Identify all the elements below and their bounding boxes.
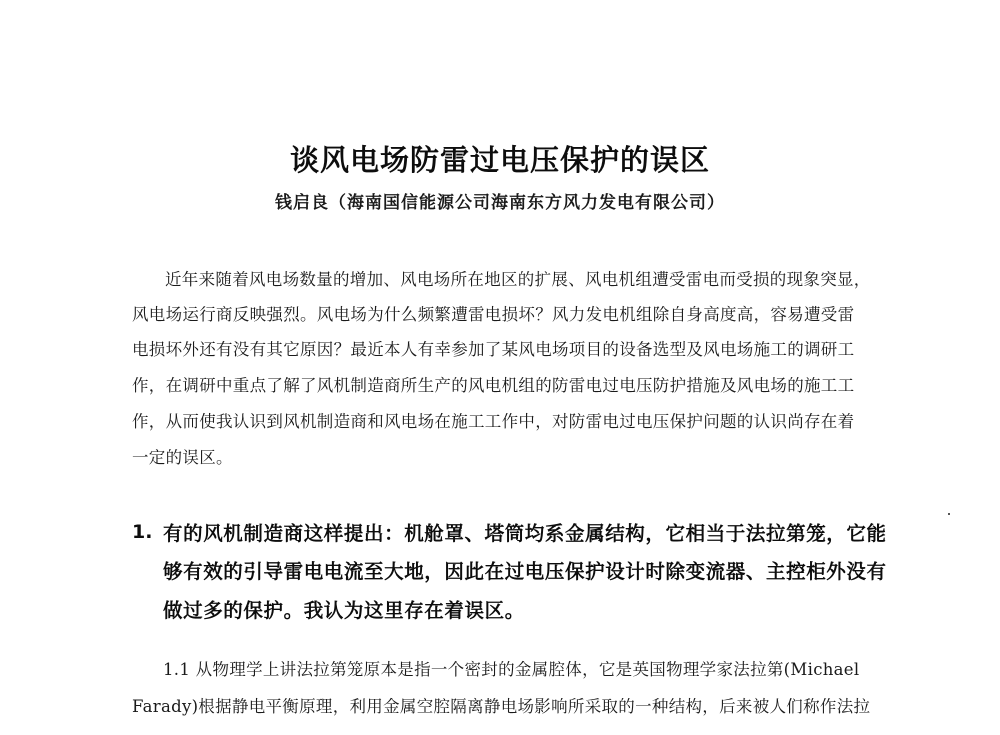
intro-line: 电损坏外还有没有其它原因？最近本人有幸参加了某风电场项目的设备选型及风电场施工的调研工	[132, 340, 855, 359]
intro-line: 作，在调研中重点了解了风机制造商所生产的风电机组的防雷电过电压防护措施及风电场的施工工	[132, 376, 855, 395]
section-heading-line: 够有效的引导雷电电流至大地，因此在过电压保护设计时除变流器、主控柜外没有	[163, 560, 887, 583]
author-line: 钱启良（海南国信能源公司海南东方风力发电有限公司）	[275, 193, 725, 213]
intro-line: 风电场运行商反映强烈。风电场为什么频繁遭雷电损坏？风力发电机组除自身高度高，容易遭受雷	[132, 305, 855, 324]
section-heading-line: 做过多的保护。我认为这里存在着误区。	[163, 599, 525, 622]
subsection-line: 1.1 从物理学上讲法拉第笼原本是指一个密封的金属腔体，它是英国物理学家法拉第(Michael	[163, 660, 860, 679]
subsection-line: Farady)根据静电平衡原理，利用金属空腔隔离静电场影响所采取的一种结构，后来被人们称作法拉	[132, 697, 871, 716]
scan-speck	[948, 513, 950, 515]
intro-line: 一定的误区。	[132, 448, 233, 467]
section-number: 1.	[132, 521, 153, 543]
section-heading-line: 有的风机制造商这样提出：机舱罩、塔筒均系金属结构，它相当于法拉第笼，它能	[163, 522, 887, 545]
intro-line: 作，从而使我认识到风机制造商和风电场在施工工作中，对防雷电过电压保护问题的认识尚存在着	[132, 412, 855, 431]
intro-line: 近年来随着风电场数量的增加、风电场所在地区的扩展、风电机组遭受雷电而受损的现象突显，	[165, 270, 871, 289]
article-title: 谈风电场防雷过电压保护的误区	[289, 143, 710, 177]
